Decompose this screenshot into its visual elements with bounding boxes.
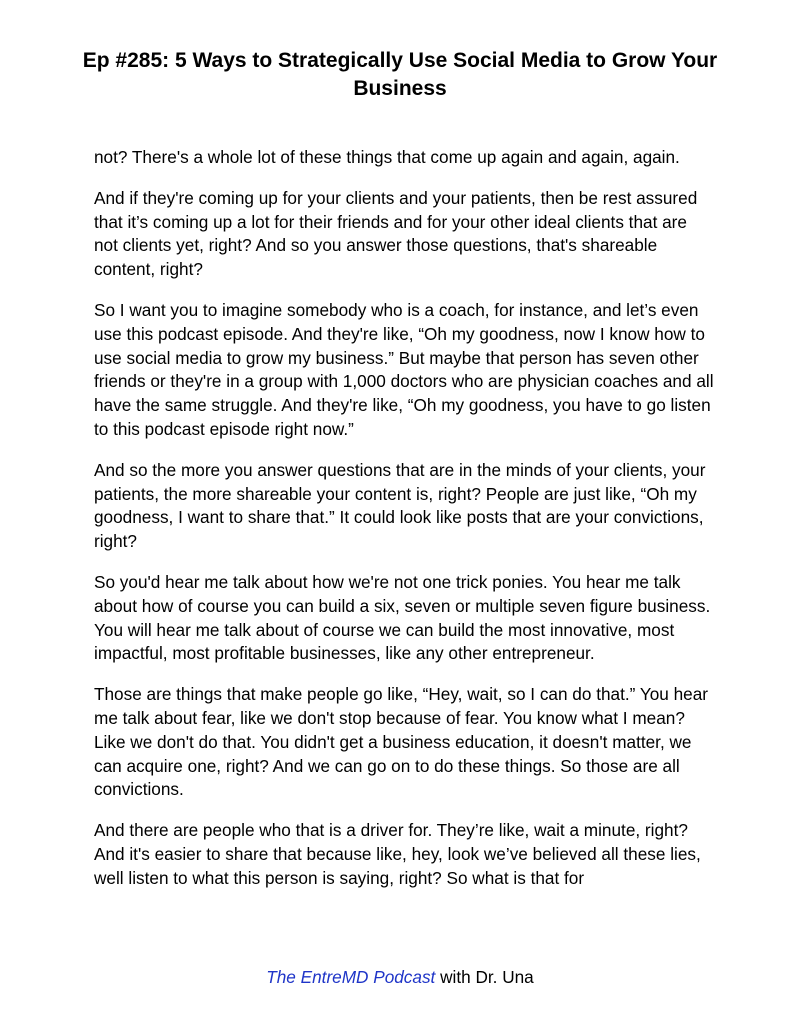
paragraph: not? There's a whole lot of these things that come up again and again, again. bbox=[94, 147, 680, 167]
page-title: Ep #285: 5 Ways to Strategically Use Social Media to Grow Your Business bbox=[82, 49, 718, 100]
footer-podcast-name: The EntreMD Podcast bbox=[266, 967, 436, 987]
paragraph: So I want you to imagine somebody who is a coach, for instance, and let’s even use this podcast episode. And they're like, “Oh my goodness, now I know how to use social media to grow my business.” But maybe that person has seven other friends or they're in a group with 1,000 doctors who are physician coaches and all have the same struggle. And they're like, “Oh my goodness, you have to go listen to this podcast episode right now.” bbox=[94, 299, 714, 439]
paragraph: And if they're coming up for your clients and your patients, then be rest assured that it’s coming up a lot for their friends and for your other ideal clients that are not clients yet, right? And so you answer those questions, that's shareable content, right? bbox=[94, 187, 698, 280]
paragraph: Those are things that make people go like, “Hey, wait, so I can do that.” You hear me talk about fear, like we don't stop because of fear. You know what I mean? Like we don't do that. You didn't get a business education, it doesn't matter, we can acquire one, right? And we can go on to do these things. So those are all convictions. bbox=[94, 684, 709, 800]
page-footer bbox=[0, 966, 800, 988]
footer-host-text: with Dr. Una bbox=[435, 967, 534, 987]
paragraph: So you'd hear me talk about how we're not one trick ponies. You hear me talk about how of course you can build a six, seven or multiple seven figure business. You will hear me talk about of course we can build the most innovative, most impactful, most profitable businesses, like any other entrepreneur. bbox=[94, 571, 711, 664]
paragraph: And there are people who that is a driver for. They’re like, wait a minute, right? And it's easier to share that because like, hey, look we’ve believed all these lies, well listen to what this person is saying, right? So what is that for bbox=[94, 820, 701, 888]
transcript-body bbox=[94, 146, 714, 908]
paragraph: And so the more you answer questions that are in the minds of your clients, your patients, the more shareable your content is, right? People are just like, “Oh my goodness, I want to share that.” It could look like posts that are your convictions, right? bbox=[94, 459, 706, 552]
